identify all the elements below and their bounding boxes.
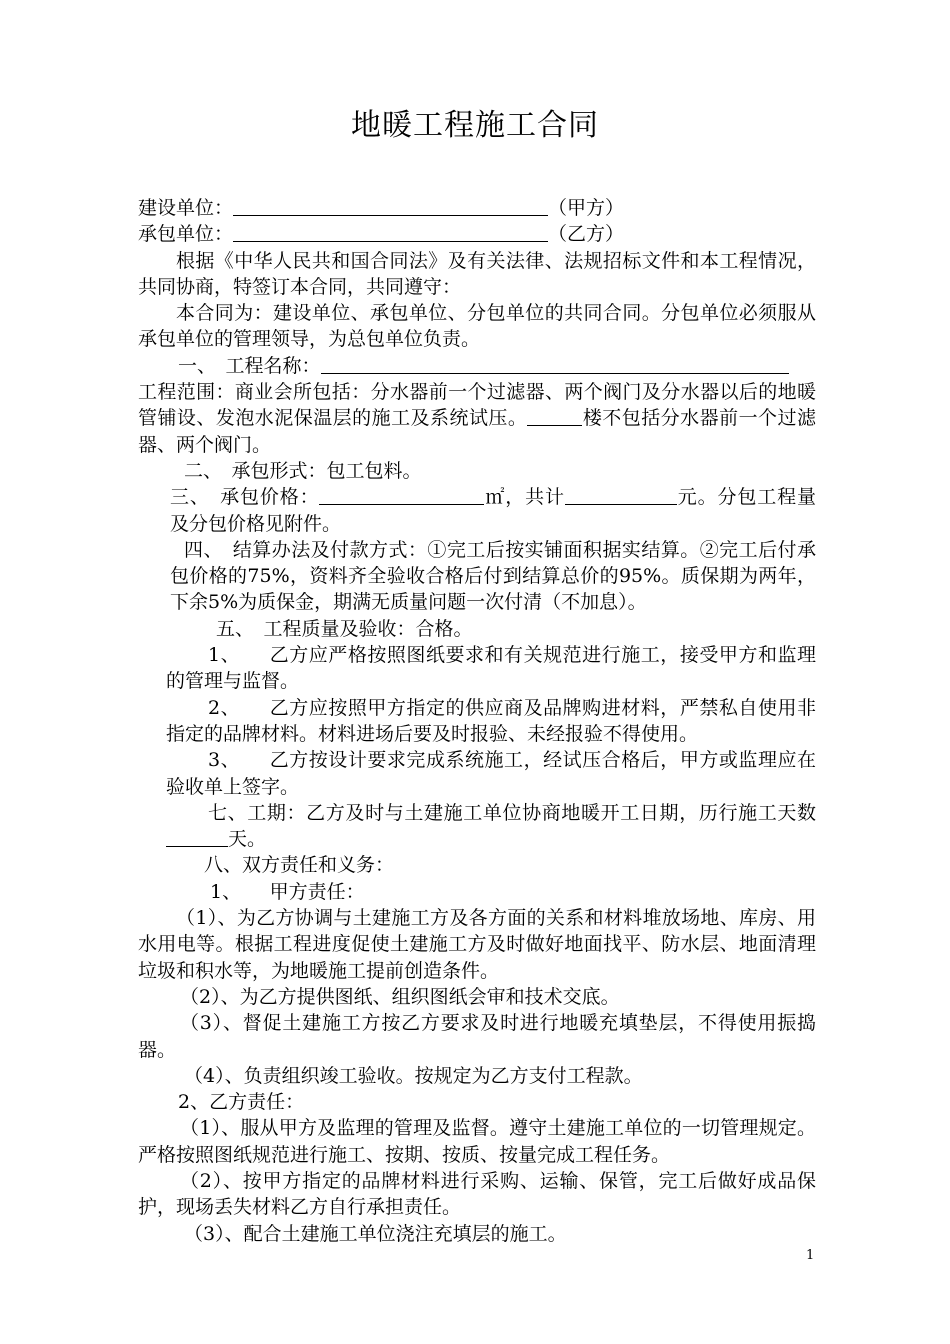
party-b-line — [138, 221, 816, 247]
page-number: 1 — [806, 1248, 815, 1263]
party-b-duties-heading: 2、乙方责任： — [178, 1091, 305, 1114]
quality-item-2: 2、 乙方应按照甲方指定的供应商及品牌购进材料，严禁私自使用非指定的品牌材料。材料进场后要及时报验、未经报验不得使用。 — [166, 696, 816, 745]
section-4-payment: 四、 结算办法及付款方式：①完工后按实铺面积据实结算。②完工后付承包价格的75%，资料齐全验收合格后付到结算总价的95%。质保期为两年，下余5%为质保金，期满无质量问题一次付清（不加息）。 — [170, 538, 816, 614]
party-b-suffix: （乙方） — [548, 223, 625, 246]
scope-note-paragraph: 本合同为：建设单位、承包单位、分包单位的共同合同。分包单位必须服从承包单位的管理领导，为总包单位负责。 — [138, 302, 816, 351]
price-tail-text: 元。分包工程量及分包价格见附件。 — [170, 486, 816, 535]
section-3-price — [138, 484, 816, 537]
scope-paragraph — [138, 379, 816, 458]
section-3-label: 三、 承包价格： — [170, 486, 320, 509]
party-a-duties-heading: 1、 甲方责任： — [210, 880, 365, 903]
section-8-responsibilities: 八、双方责任和义务： — [204, 854, 395, 877]
section-5-quality: 五、 工程质量及验收：合格。 — [216, 617, 473, 640]
area-blank[interactable] — [319, 484, 484, 505]
intro-paragraph: 根据《中华人民共和国合同法》及有关法律、法规招标文件和本工程情况，共同协商，特签订本合同，共同遵守： — [138, 249, 816, 298]
party-b-label: 承包单位： — [138, 223, 234, 246]
party-a-line — [138, 195, 816, 221]
party-b-duty-1: （1）、服从甲方及监理的管理及监督。遵守土建施工单位的一切管理规定。严格按照图纸规范进行施工、按期、按质、按量完成工程任务。 — [138, 1117, 816, 1166]
unit-text: ㎡，共计 — [484, 486, 565, 509]
section-1-project-name — [138, 353, 816, 379]
party-b-duty-3: （3）、配合土建施工单位浇注充填层的施工。 — [184, 1222, 567, 1245]
section-2-contract-form: 二、 承包形式：包工包料。 — [184, 459, 422, 482]
party-b-blank[interactable] — [233, 221, 548, 242]
contract-body — [138, 195, 816, 1247]
schedule-text: 七、工期：乙方及时与土建施工单位协商地暖开工日期，历行施工天数 — [208, 801, 816, 824]
building-blank[interactable] — [527, 405, 582, 426]
page-title: 地暖工程施工合同 — [351, 108, 599, 143]
scope-exclusion-text: 楼不包括分水器前一个过滤器、两个阀门。 — [138, 407, 816, 456]
party-a-duty-3: （3）、督促土建施工方按乙方要求及时进行地暖充填垫层，不得使用振捣器。 — [138, 1012, 816, 1061]
project-name-blank[interactable] — [321, 353, 789, 374]
party-a-duty-2: （2）、为乙方提供图纸、组织图纸会审和技术交底。 — [180, 985, 620, 1008]
schedule-tail: 天。 — [228, 828, 267, 851]
section-1-label: 一、 工程名称： — [178, 354, 321, 377]
party-b-duty-2: （2）、按甲方指定的品牌材料进行采购、运输、保管，完工后做好成品保护，现场丢失材料乙方自行承担责任。 — [138, 1169, 816, 1219]
party-a-duty-1: （1）、为乙方协调与土建施工方及各方面的关系和材料堆放场地、库房、用水用电等。根据工程进度促使土建施工方及时做好地面找平、防水层、地面清理垃圾和积水等，为地暖施工提前创造条件。 — [138, 907, 816, 982]
total-amount-blank[interactable] — [565, 484, 677, 505]
scope-text: 工程范围：商业会所包括：分水器前一个过滤器、两个阀门及分水器以后的地暖管铺设、发泡水泥保温层的施工及系统试压。 — [138, 381, 816, 430]
work-days-blank[interactable] — [166, 826, 228, 847]
quality-item-3: 3、 乙方按设计要求完成系统施工，经试压合格后，甲方或监理应在验收单上签字。 — [166, 749, 816, 798]
party-a-suffix: （甲方） — [548, 197, 625, 219]
quality-item-1: 1、 乙方应严格按照图纸要求和有关规范进行施工，接受甲方和监理的管理与监督。 — [166, 644, 816, 693]
party-a-label: 建设单位： — [138, 197, 234, 219]
section-7-schedule — [138, 800, 816, 853]
party-a-duty-4: （4）、负责组织竣工验收。按规定为乙方支付工程款。 — [184, 1064, 643, 1087]
party-a-blank[interactable] — [233, 195, 548, 216]
